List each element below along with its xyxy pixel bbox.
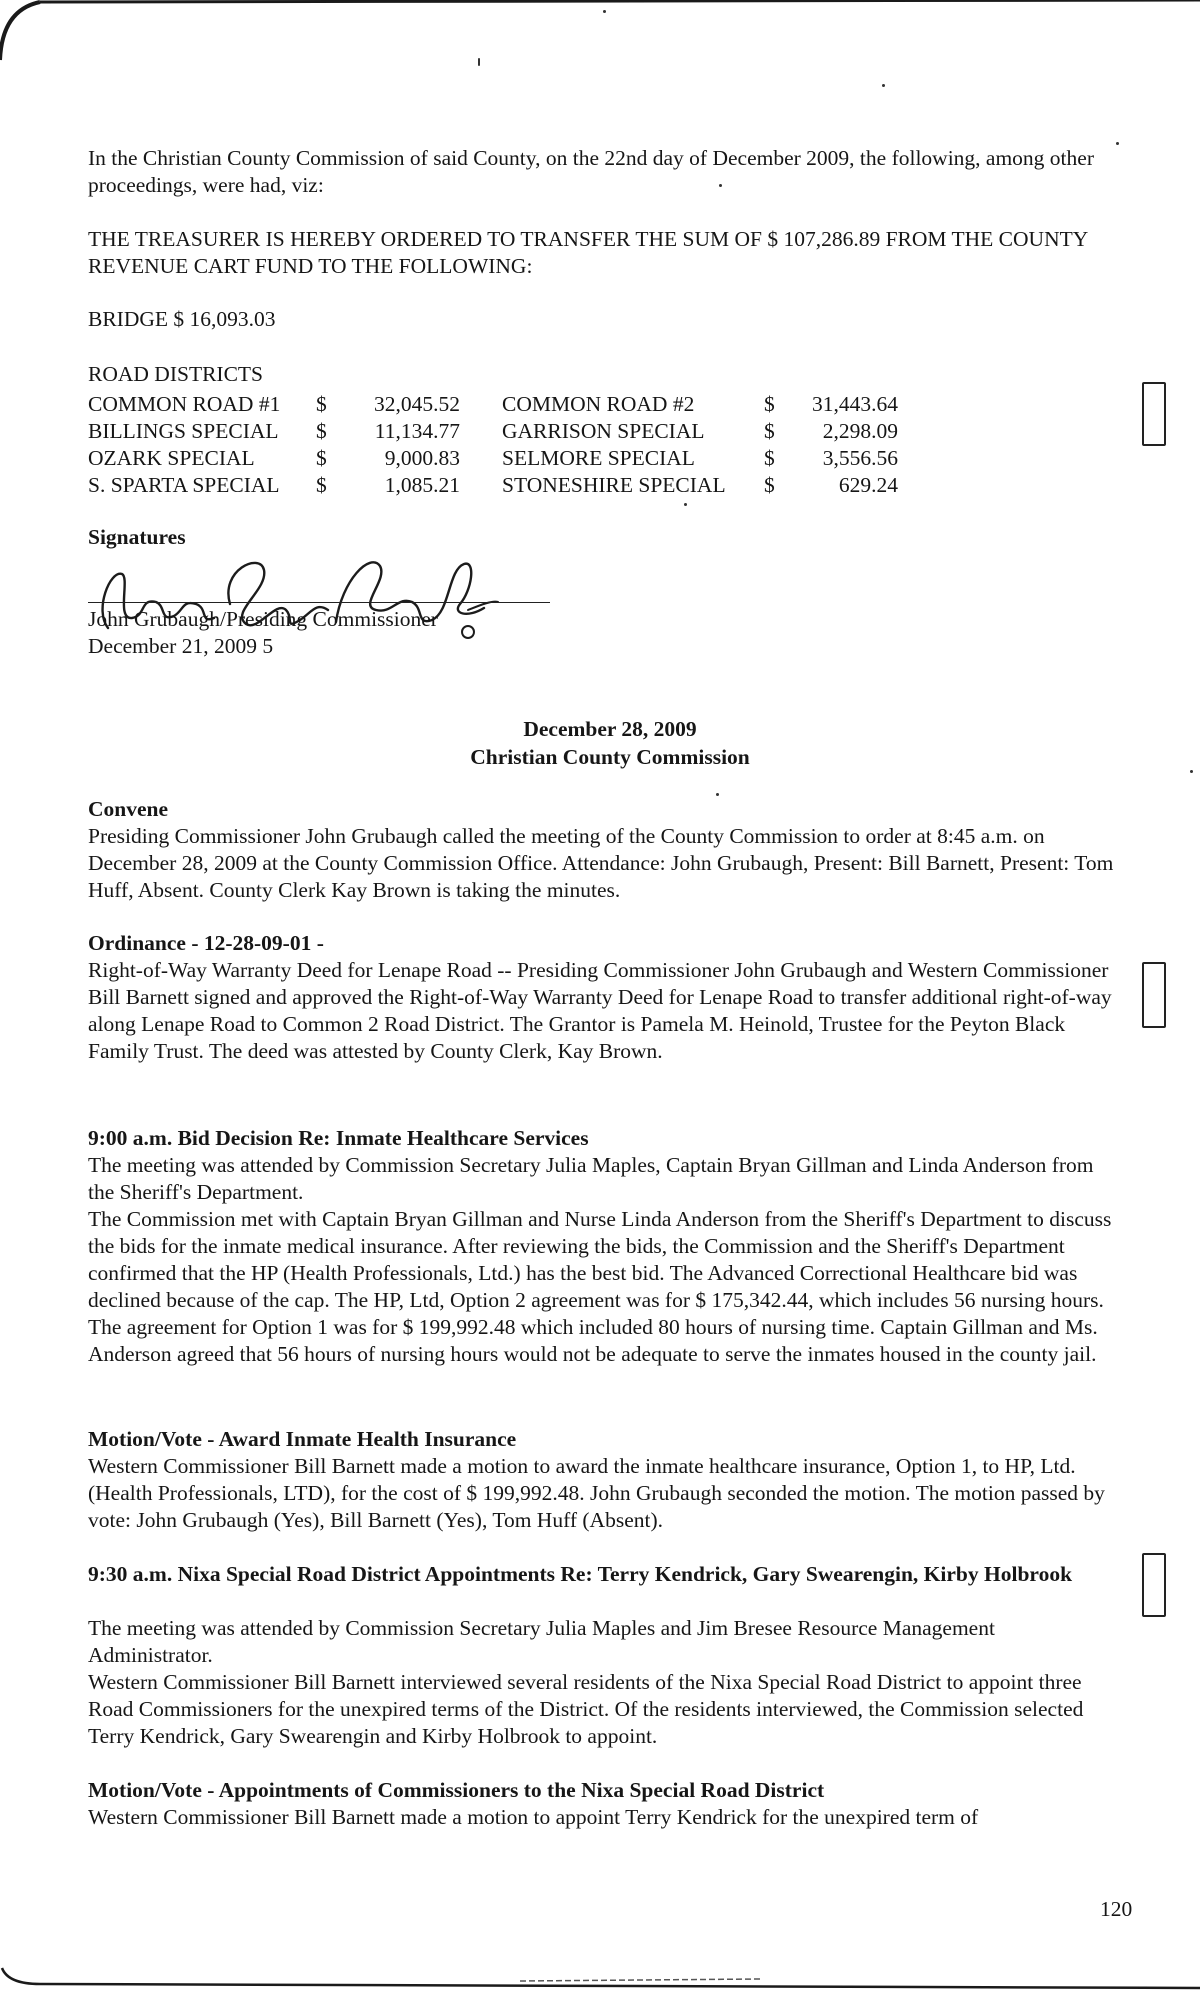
bid-discussion-text: The Commission met with Captain Bryan Gillman and Nurse Linda Anderson from the Sheriff's Department to discuss the bids for the inmate medical insurance. After reviewing the bids, the Commission and the Sheriff's Department confirmed that the HP (Health Professionals, Ltd.) has the best bid. The Advanced Correctional Healthcare bid was declined because of the cap. The HP, Ltd, Option 2 agreement was for $ 175,342.44, which includes 56 nursing hours. The agreement for Option 1 was for $ 199,992.48 which included 80 hours of nursing time. Captain Gillman and Ms. Anderson agreed that 56 hours of nursing hours would not be adequate to serve the inmates housed in the county jail. — [88, 1207, 1112, 1366]
page-number: 120 — [1100, 1897, 1133, 1921]
nixa-appointments-heading: 9:30 a.m. Nixa Special Road District Appointments Re: Terry Kendrick, Gary Swearengin, Kirby Holbrook — [88, 1562, 1073, 1586]
ordinance-text: Right-of-Way Warranty Deed for Lenape Road -- Presiding Commissioner John Grubaugh and Western Commissioner Bill Barnett signed and approved the Right-of-Way Warranty Deed for Lenape Road to transfer additional right-of-way along Lenape Road to Common 2 Road District. The Grantor is Pamela M. Heinold, Trustee for the Peyton Black Family Trust. The deed was attested by County Clerk, Kay Brown. — [88, 958, 1112, 1063]
road-district-name: COMMON ROAD #1 — [88, 392, 281, 416]
nixa-vote-heading: Motion/Vote - Appointments of Commissioners to the Nixa Special Road District — [88, 1778, 825, 1802]
bid-attendance-text: The meeting was attended by Commission Secretary Julia Maples, Captain Bryan Gillman and Linda Anderson from the Sheriff's Department. — [88, 1153, 1094, 1204]
margin-bracket — [1142, 962, 1166, 1028]
road-district-amount: 629.24 — [838, 473, 898, 497]
intro-text: In the Christian County Commission of said County, on the 22nd day of December 2009, the following, among other proceedings, were had, viz: — [88, 146, 1094, 197]
convene-text: Presiding Commissioner John Grubaugh called the meeting of the County Commission to order at 8:45 a.m. on December 28, 2009 at the County Commission Office. Attendance: John Grubaugh, Present: Bill Barnett, Present: Tom Huff, Absent. County Clerk Kay Brown is taking the minutes. — [88, 824, 1114, 902]
road-district-amount: 32,045.52 — [374, 392, 460, 416]
scan-speck — [882, 84, 885, 87]
scan-speck — [716, 793, 719, 796]
award-insurance-text: Western Commissioner Bill Barnett made a motion to award the inmate healthcare insurance, Option 1, to HP, Ltd. (Health Professionals, LTD), for the cost of $ 199,992.48. John Grubaugh seconded the motion. The motion passed by vote: John Grubaugh (Yes), Bill Barnett (Yes), Tom Huff (Absent). — [88, 1454, 1105, 1532]
road-district-row — [88, 472, 898, 499]
road-district-amount: 3,556.56 — [822, 446, 898, 470]
currency-symbol: $ — [316, 446, 327, 470]
signature-line — [88, 602, 550, 603]
road-district-row — [88, 445, 898, 472]
currency-symbol: $ — [316, 419, 327, 443]
convene-heading: Convene — [88, 797, 169, 821]
road-district-name: S. SPARTA SPECIAL — [88, 473, 280, 497]
currency-symbol: $ — [764, 446, 775, 470]
road-district-name: GARRISON SPECIAL — [502, 419, 705, 443]
road-district-amount: 11,134.77 — [374, 419, 460, 443]
ordinance-heading: Ordinance - 12-28-09-01 - — [88, 931, 324, 955]
presiding-commissioner-name: John Grubaugh/Presiding Commissioner — [88, 607, 438, 631]
road-districts-table — [88, 391, 898, 499]
road-district-amount: 9,000.83 — [384, 446, 460, 470]
margin-bracket — [1142, 1553, 1166, 1617]
currency-symbol: $ — [316, 473, 327, 497]
meeting-date: December 28, 2009 — [523, 717, 697, 741]
currency-symbol: $ — [316, 392, 327, 416]
scan-speck — [684, 503, 687, 506]
road-district-row — [88, 391, 898, 418]
road-district-name: COMMON ROAD #2 — [502, 392, 695, 416]
signature-date: December 21, 2009 5 — [88, 634, 274, 658]
road-district-amount: 1,085.21 — [384, 473, 460, 497]
road-districts-heading: ROAD DISTRICTS — [88, 362, 264, 386]
road-district-amount: 2,298.09 — [822, 419, 898, 443]
scan-speck — [478, 58, 480, 66]
road-district-name: BILLINGS SPECIAL — [88, 419, 279, 443]
nixa-interview-text: Western Commissioner Bill Barnett interviewed several residents of the Nixa Special Road District to appoint three Road Commissioners for the unexpired terms of the District. Of the residents interviewed, the Commission selected Terry Kendrick, Gary Swearengin and Kirby Holbrook to appoint. — [88, 1670, 1084, 1748]
road-district-row — [88, 418, 898, 445]
currency-symbol: $ — [764, 392, 775, 416]
margin-bracket — [1142, 382, 1166, 446]
signatures-heading: Signatures — [88, 525, 186, 549]
currency-symbol: $ — [764, 473, 775, 497]
award-insurance-heading: Motion/Vote - Award Inmate Health Insurance — [88, 1427, 517, 1451]
road-district-name: SELMORE SPECIAL — [502, 446, 695, 470]
road-district-amount: 31,443.64 — [812, 392, 898, 416]
road-district-name: OZARK SPECIAL — [88, 446, 255, 470]
road-district-name: STONESHIRE SPECIAL — [502, 473, 726, 497]
scan-speck — [603, 10, 606, 13]
transfer-order: THE TREASURER IS HEREBY ORDERED TO TRANSFER THE SUM OF $ 107,286.89 FROM THE COUNTY REVENUE CART FUND TO THE FOLLOWING: — [88, 227, 1088, 278]
currency-symbol: $ — [764, 419, 775, 443]
meeting-body: Christian County Commission — [470, 745, 750, 769]
nixa-attendance-text: The meeting was attended by Commission Secretary Julia Maples and Jim Bresee Resource Management Administrator. — [88, 1616, 995, 1667]
bridge-amount: BRIDGE $ 16,093.03 — [88, 307, 276, 331]
bid-decision-heading: 9:00 a.m. Bid Decision Re: Inmate Healthcare Services — [88, 1126, 589, 1150]
nixa-vote-text: Western Commissioner Bill Barnett made a motion to appoint Terry Kendrick for the unexpired term of — [88, 1805, 979, 1829]
